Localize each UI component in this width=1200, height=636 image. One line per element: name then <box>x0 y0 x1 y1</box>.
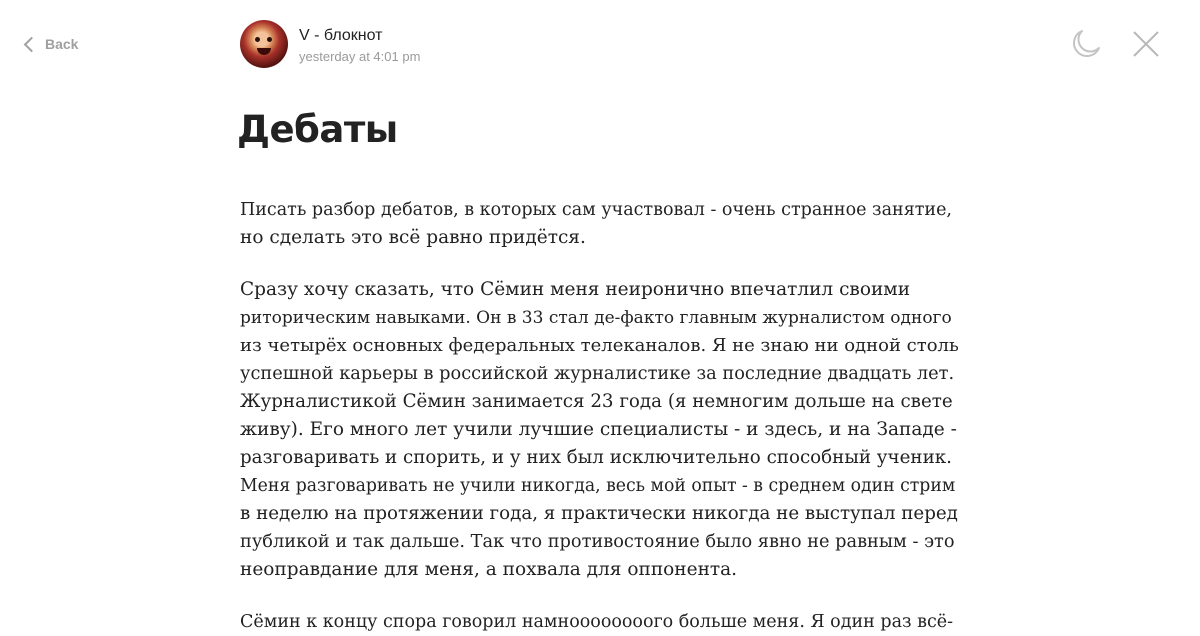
paragraph-line: из четырёх основных федеральных телеканалов. Я не знаю ни одной столь <box>240 335 959 356</box>
author-meta <box>299 23 420 65</box>
paragraph <box>240 608 960 636</box>
chevron-left-icon <box>24 36 40 52</box>
paragraph-line: Писать разбор дебатов, в которых сам участвовал - очень странное занятие, <box>240 200 952 220</box>
close-button[interactable] <box>1130 28 1162 60</box>
paragraph-line: Меня разговаривать не учили никогда, весь мой опыт - в среднем один стрим <box>240 476 956 496</box>
avatar-mouth <box>257 48 271 55</box>
paragraph-line: но сделать это всё равно придётся. <box>240 227 586 248</box>
paragraph <box>240 276 960 584</box>
author-header <box>240 20 420 68</box>
article-title: Дебаты <box>237 108 398 151</box>
paragraph-line: живу). Его много лет учили лучшие специалисты - и здесь, и на Западе - <box>240 419 957 440</box>
post-timestamp: yesterday at 4:01 pm <box>299 49 421 64</box>
paragraph-line: разговаривать и спорить, и у них был исключительно способный ученик. <box>240 447 952 468</box>
back-button[interactable] <box>22 34 78 54</box>
close-icon <box>1130 28 1162 60</box>
avatar-eye <box>267 37 272 42</box>
author-name[interactable]: V - блокнот <box>299 27 383 44</box>
avatar-eye <box>255 37 260 42</box>
paragraph-line: в неделю на протяжении года, я практически никогда не выступал перед <box>240 503 958 524</box>
paragraph <box>240 196 960 252</box>
paragraph-line: Сразу хочу сказать, что Сёмин меня неиронично впечатлил своими <box>240 279 911 300</box>
paragraph-line: успешной карьеры в российской журналистике за последние двадцать лет. <box>240 364 955 384</box>
paragraph-line: Журналистикой Сёмин занимается 23 года (я немногим дольше на свете <box>240 391 953 412</box>
paragraph-line: публикой и так дальше. Так что противостояние было явно не равным - это <box>240 532 955 552</box>
paragraph-line: неоправдание для меня, а похвала для оппонента. <box>240 559 738 580</box>
paragraph-line: Сёмин к концу спора говорил намноооооооого больше меня. Я один раз всё- <box>240 612 954 632</box>
back-label: Back <box>45 36 79 52</box>
night-mode-toggle[interactable] <box>1068 26 1104 62</box>
avatar[interactable] <box>240 20 288 68</box>
article <box>237 104 960 636</box>
paragraph-line: риторическим навыками. Он в 33 стал де-факто главным журналистом одного <box>240 308 952 328</box>
moon-icon <box>1068 26 1104 62</box>
